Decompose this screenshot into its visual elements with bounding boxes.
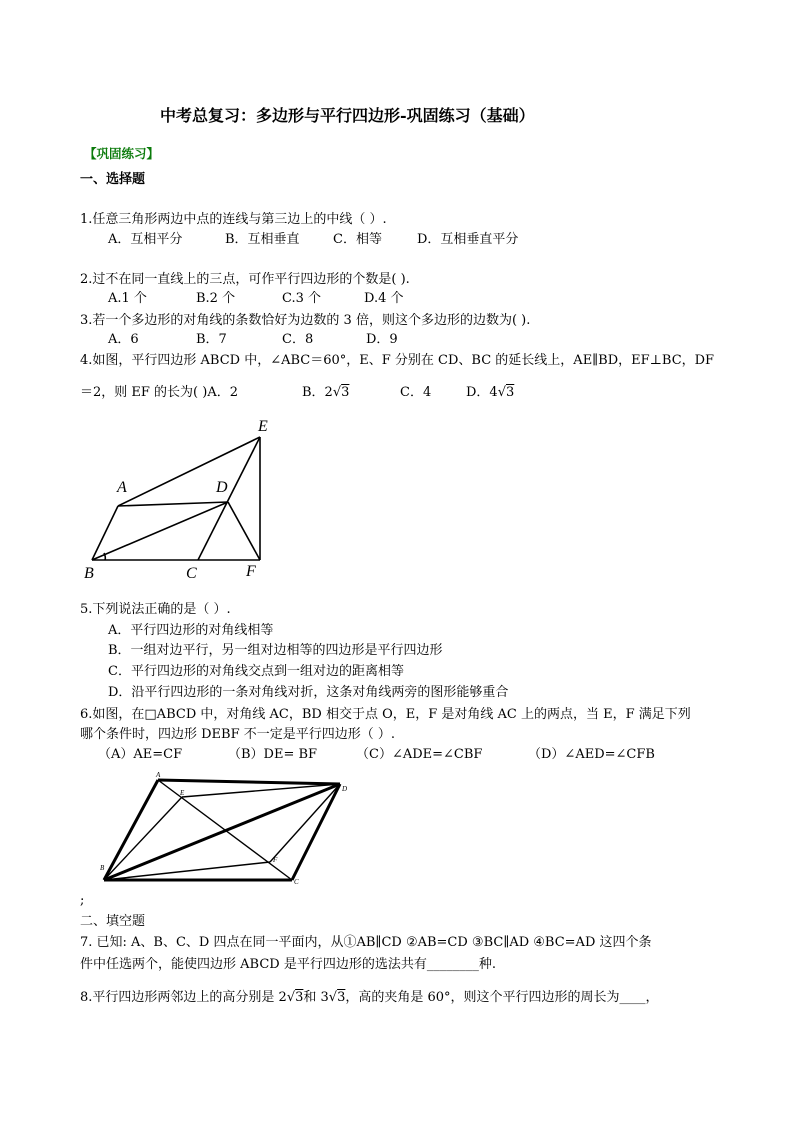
q3-option-b: B．7: [196, 332, 227, 347]
q5-option-a: A．平行四边形的对角线相等: [108, 623, 274, 638]
segment-bd: [92, 502, 228, 560]
side-dc: [292, 784, 340, 880]
segment-df: [228, 502, 260, 560]
label-f: F: [273, 856, 278, 864]
q4-option-d: D．4√3: [466, 385, 515, 400]
q2-option-d: D.4 个: [364, 291, 404, 306]
label-e: E: [180, 789, 185, 797]
q2-option-a: A.1 个: [108, 291, 147, 306]
q1-option-a: A．互相平分: [108, 232, 183, 247]
q5-option-b: B．一组对边平行，另一组对边相等的四边形是平行四边形: [108, 643, 443, 658]
q1-option-c: C．相等: [333, 232, 382, 247]
label-c: C: [294, 878, 299, 886]
q1-options: [108, 232, 518, 248]
q6-stem-line1: 6.如图，在□ABCD 中，对角线 AC，BD 相交于点 O，E，F 是对角线 AC 上的两点，当 E，F 满足下列: [80, 707, 691, 722]
q5-option-d: D．沿平行四边形的一条对角线对折，这条对角线两旁的图形能够重合: [108, 685, 509, 700]
q6-option-c: （C）∠ADE=∠CBF: [356, 747, 483, 762]
q6-option-a: （A）AE=CF: [98, 747, 183, 762]
q5-option-c: C．平行四边形的对角线交点到一组对边的距离相等: [108, 664, 404, 679]
q3-stem: 3.若一个多边形的对角线的条数恰好为边数的 3 倍，则这个多边形的边数为( ).: [80, 313, 531, 328]
q3-option-a: A．6: [108, 332, 139, 347]
segment-ab: [92, 506, 118, 560]
q4-stem-line2: [80, 385, 514, 401]
part2-heading: 二、填空题: [80, 914, 146, 929]
q6-stem-line2: 哪个条件时，四边形 DEBF 不一定是平行四边形（ ）.: [80, 727, 396, 742]
label-a: A: [156, 771, 161, 779]
q2-options: [108, 291, 404, 307]
q6-options: [98, 747, 655, 763]
segment-ae: [118, 437, 260, 506]
q4-option-a: ＝2，则 EF 的长为( )A．2: [80, 385, 238, 400]
q7-stem-line1: 7. 已知: A、B、C、D 四点在同一平面内，从①AB∥CD ②AB=CD ③BC∥AD ④BC=AD 这四个条: [80, 935, 652, 950]
q4-stem-line1: 4.如图，平行四边形 ABCD 中，∠ABC＝60°，E、F 分别在 CD、BC 的延长线上，AE∥BD，EF⊥BC，DF: [80, 353, 715, 368]
label-e: E: [258, 418, 268, 435]
q5-stem: 5.下列说法正确的是（ ）.: [80, 602, 231, 617]
q3-option-d: D．9: [366, 332, 398, 347]
q4-figure: [80, 412, 290, 587]
q4-option-c: C．4: [400, 385, 432, 400]
q6-trailing-mark: ;: [80, 893, 85, 908]
page-title: 中考总复习：多边形与平行四边形-巩固练习（基础）: [160, 106, 535, 125]
q6-option-d: （D）∠AED=∠CFB: [528, 747, 655, 762]
q7-stem-line2: 件中任选两个，能使四边形 ABCD 是平行四边形的选法共有________种.: [80, 957, 496, 972]
q3-option-c: C．8: [282, 332, 314, 347]
q6-figure: [96, 770, 356, 888]
q1-stem: 1.任意三角形两边中点的连线与第三边上的中线（ ）.: [80, 212, 387, 227]
q2-stem: 2.过不在同一直线上的三点，可作平行四边形的个数是( ).: [80, 272, 410, 287]
q8-stem: 8.平行四边形两邻边上的高分别是 2√3和 3√3，高的夹角是 60°，则这个平行四边形的周长为____，: [80, 990, 659, 1005]
label-c: C: [186, 565, 197, 582]
q6-option-b: （B）DE= BF: [228, 747, 318, 762]
segment-ad: [118, 502, 228, 506]
diagonal-ac: [158, 780, 292, 880]
label-b: B: [84, 565, 94, 582]
q2-option-c: C.3 个: [282, 291, 322, 306]
diagonal-bd: [104, 784, 340, 880]
q4-option-b: B．2√3: [302, 385, 350, 400]
label-f: F: [246, 563, 256, 580]
part1-heading: 一、选择题: [80, 172, 146, 187]
section-tag: 【巩固练习】: [84, 146, 160, 161]
q1-option-b: B．互相垂直: [225, 232, 300, 247]
q2-option-b: B.2 个: [196, 291, 236, 306]
label-a: A: [117, 479, 127, 496]
segment-fd: [270, 784, 340, 862]
label-d: D: [216, 479, 228, 496]
side-ad: [158, 780, 340, 784]
q3-options: [108, 332, 398, 348]
q1-option-d: D．互相垂直平分: [417, 232, 519, 247]
label-b: B: [100, 864, 105, 872]
label-d: D: [342, 785, 348, 793]
side-ba: [104, 780, 158, 880]
angle-abc-arc: [104, 553, 105, 560]
